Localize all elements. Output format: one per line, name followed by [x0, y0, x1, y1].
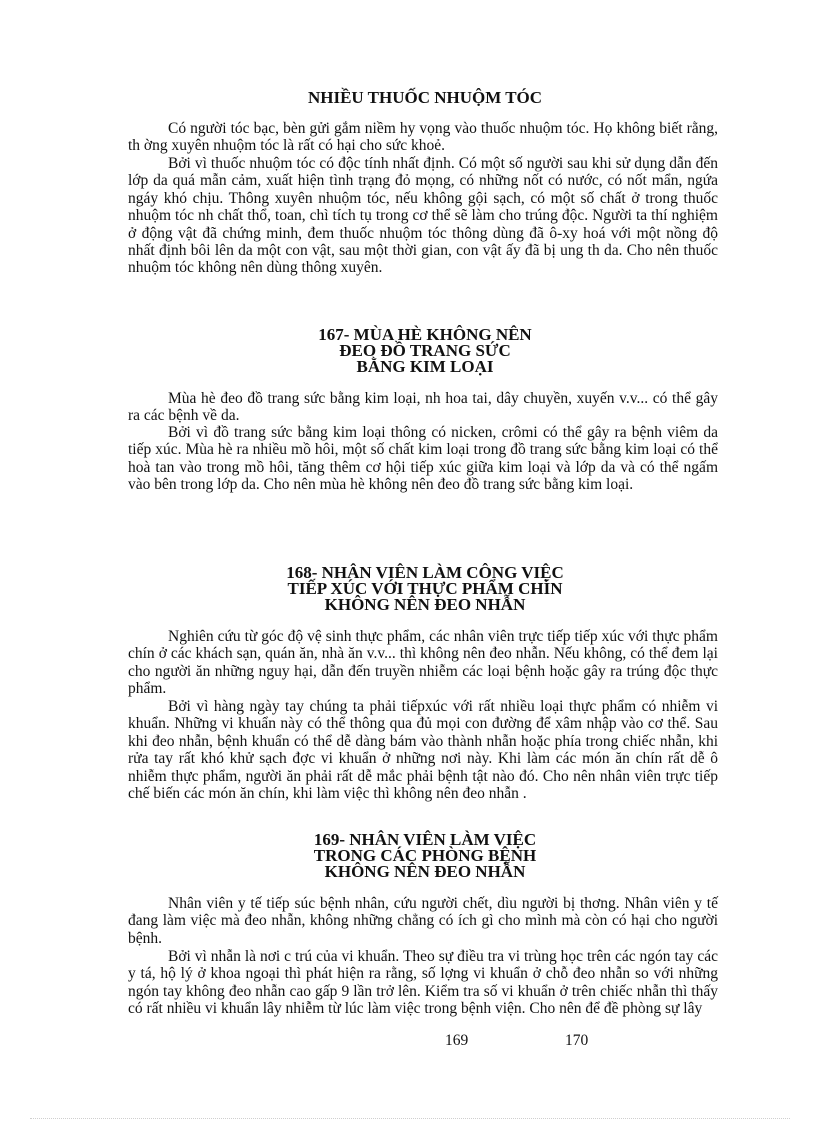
- paragraph: Bởi vì thuốc nhuộm tóc có độc tính nhất định. Có một số người sau khi sử dụng dẫn đến lớp da quá mẫn cảm, xuất hiện tình trạng đỏ mọng, có những nốt có nước, có nốt mẩn, ngứa ngáy khó chịu. Thông xuyên nhuộm tóc, nếu không gội sạch, có một số chất ở trong thuốc nhuộm tóc nh chất thổ, toan, chì tích tụ trong cơ thể sẽ làm cho trúng độc. Người ta thí nghiệm ở động vật đã chứng minh, đem thuốc nhuộm tóc thông dùng đã ô-xy hoá với một nồng độ nhất định bôi lên da một con vật, sau một thời gian, con vật ấy đã bị ung th da. Cho nên thuốc nhuộm tóc không nên dùng thông xuyên.: [128, 155, 718, 277]
- section-title-line: 168- NHÂN VIÊN LÀM CÔNG VIỆC: [286, 563, 564, 582]
- section-title: [100, 832, 750, 880]
- section-title-line: BẰNG KIM LOẠI: [356, 357, 494, 376]
- section-title-line: NHIỀU THUỐC NHUỘM TÓC: [307, 88, 543, 107]
- section-title-line: ĐEO ĐỒ TRANG SỨC: [339, 341, 511, 360]
- paragraph: Mùa hè đeo đồ trang sức bằng kim loại, nh hoa tai, dây chuyền, xuyến v.v... có thể gây ra các bệnh về da.: [128, 390, 718, 425]
- section-title-line: TRONG CÁC PHÒNG BỆNH: [313, 846, 537, 865]
- section-title-line: TIẾP XÚC VỚI THỰC PHẨM CHÍN: [287, 579, 563, 598]
- bottom-dotted-rule: [30, 1118, 790, 1119]
- section-title-line: KHÔNG NÊN ĐEO NHẪN: [324, 862, 526, 881]
- page-number-left: 169: [445, 1032, 469, 1049]
- paragraph: Bởi vì đồ trang sức bằng kim loại thông có nicken, crômi có thể gây ra bệnh viêm da tiếp xúc. Mùa hè ra nhiều mồ hôi, một số chất kim loại trong đồ trang sức bằng kim loại có thể hoà tan vào trong mồ hôi, tăng thêm cơ hội tiếp xúc giữa kim loại và lớp da và có thể ngấm vào bên trong lớp da. Cho nên mùa hè không nên đeo đồ trang sức bằng kim loại.: [128, 424, 718, 494]
- paragraph: Bởi vì nhẫn là nơi c trú của vi khuẩn. Theo sự điều tra vi trùng học trên các ngón tay các y tá, hộ lý ở khoa ngoại thì phát hiện ra rằng, số lợng vi khuẩn ở chỗ đeo nhẫn so với những ngón tay không đeo nhẫn cao gấp 9 lần trở lên. Kiểm tra số vi khuẩn ở trên chiếc nhẫn thì thấy có rất nhiều vi khuẩn lây nhiễm từ lúc làm việc trong bệnh viện. Cho nên để đề phòng sự lây: [128, 948, 718, 1018]
- section-title-line: KHÔNG NÊN ĐEO NHẪN: [324, 595, 526, 614]
- section-title: [100, 90, 750, 106]
- section-title: [100, 327, 750, 375]
- section-title-line: 167- MÙA HÈ KHÔNG NÊN: [318, 325, 532, 344]
- paragraph: Có người tóc bạc, bèn gửi gắm niềm hy vọng vào thuốc nhuộm tóc. Họ không biết rằng, th ờng xuyên nhuộm tóc là rất có hại cho sức khoẻ.: [128, 120, 718, 155]
- page-number-right: 170: [565, 1032, 589, 1049]
- paragraph: Nhân viên y tế tiếp súc bệnh nhân, cứu người chết, dìu người bị thơng. Nhân viên y tế đang làm việc mà đeo nhẫn, không những chẳng có ích gì cho mình mà còn có hại cho người bệnh.: [128, 895, 718, 947]
- paragraph: Nghiên cứu từ góc độ vệ sinh thực phẩm, các nhân viên trực tiếp tiếp xúc với thực phẩm chín ở các khách sạn, quán ăn, nhà ăn v.v... thì không nên đeo nhẫn. Nếu không, có thể đem lại cho người ăn những nguy hại, dẫn đến truyền nhiễm các loại bệnh hoặc gây ra trúng độc thực phẩm.: [128, 628, 718, 698]
- section-title-line: 169- NHÂN VIÊN LÀM VIỆC: [313, 830, 537, 849]
- paragraph: Bởi vì hàng ngày tay chúng ta phải tiếpxúc với rất nhiều loại thực phẩm có nhiễm vi khuẩn. Những vi khuẩn này có thể thông qua đủ mọi con đường để xâm nhập vào cơ thể. Sau khi đeo nhẫn, bệnh khuẩn có thể dễ dàng bám vào thành nhẫn hoặc phía trong chiếc nhẫn, khi rửa tay rất khó khử sạch đợc vi khuẩn ở những nơi này. Khi làm các món ăn chín rất dễ ô nhiễm thực phẩm, người ăn phải rất dễ mắc phải bệnh tật nào đó. Cho nên nhân viên trực tiếp chế biến các món ăn chín, khi làm việc thì không nên đeo nhẫn .: [128, 698, 718, 803]
- section-title: [100, 565, 750, 613]
